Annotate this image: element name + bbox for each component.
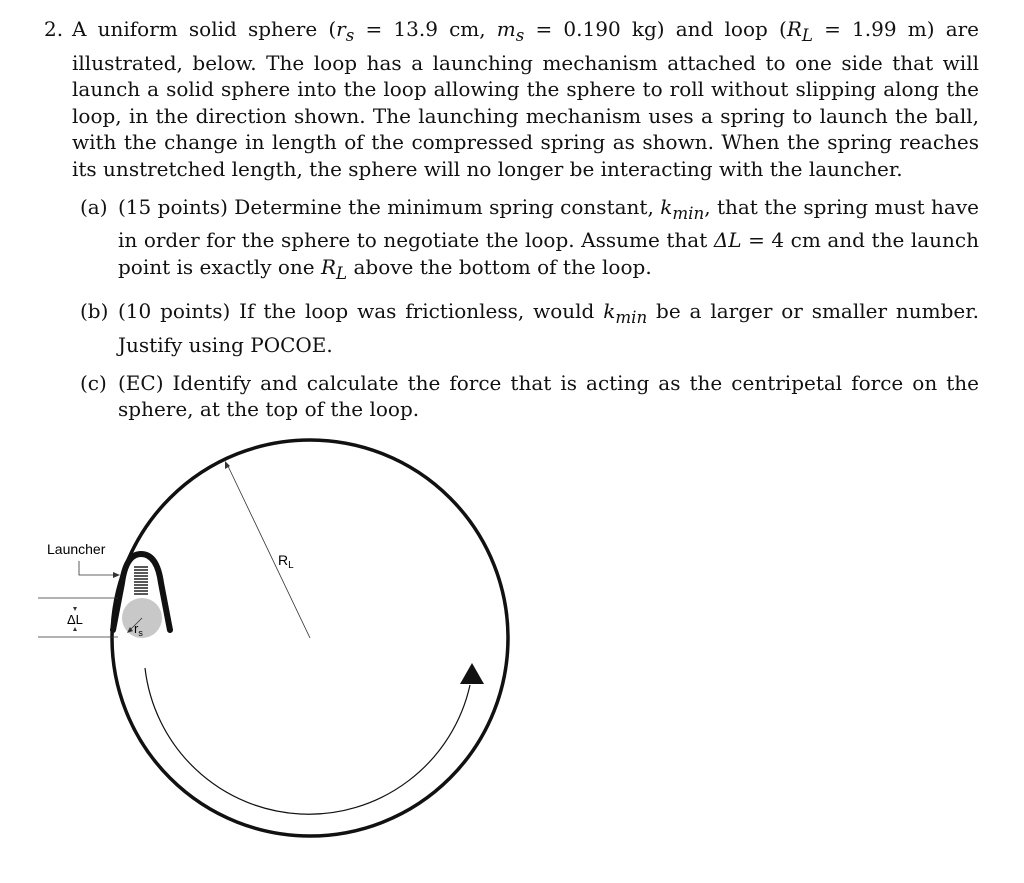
direction-arrowhead [460,663,484,684]
loop-diagram [0,420,1024,879]
part-b-label: (b) [80,299,109,324]
part-a-text: (15 points) Determine the minimum spring constant, $k_{min}$, that the spring must have in order for the sphere to negotiate the loop. Assume that ΔL = 4 cm and the launch point is exactly one $R_L$ above the bottom of the loop. [118,194,979,283]
problem-number: 2. [44,17,64,41]
problem-intro: A uniform solid sphere ($r_s = 13.9$ cm, $m_s = 0.190$ kg) and loop ($R_L = 1.99$ m) are illustrated, below. The loop has a launching mechanism attached to one side that will launch a solid sphere into the loop allowing the sphere to roll without slipping along the loop, in the direction shown. The launching mechanism uses a spring to launch the ball, with the change in length of the compressed spring as shown. When the spring reaches its unstretched length, the sphere will no longer be interacting with the launcher. [72,17,980,181]
sphere-radius-label: $r_s$ [134,621,143,638]
delta-l-down-arrow [73,607,77,611]
launcher-label: Launcher [47,541,106,557]
radius-line [227,464,310,638]
part-c [80,370,979,423]
part-a [80,194,979,288]
launcher-leader [79,561,116,575]
part-b [80,298,979,358]
delta-l-up-arrow [73,627,77,631]
loop-diagram-svg [0,420,1024,879]
part-a-label: (a) [80,194,108,219]
part-c-text: (EC) Identify and calculate the force that is acting as the centripetal force on the sphere, at the top of the loop. [118,370,979,422]
spring [134,567,148,594]
problem-2 [44,16,979,423]
launcher-leader-arrowhead [113,572,120,578]
part-c-label: (c) [80,370,107,395]
delta-l-label: ΔL [67,612,83,627]
direction-arc [145,668,470,814]
part-b-text: (10 points) If the loop was frictionless, would $k_{min}$ be a larger or smaller number. Justify using POCOE. [118,299,979,357]
radius-label: $R_L$ [278,552,294,571]
